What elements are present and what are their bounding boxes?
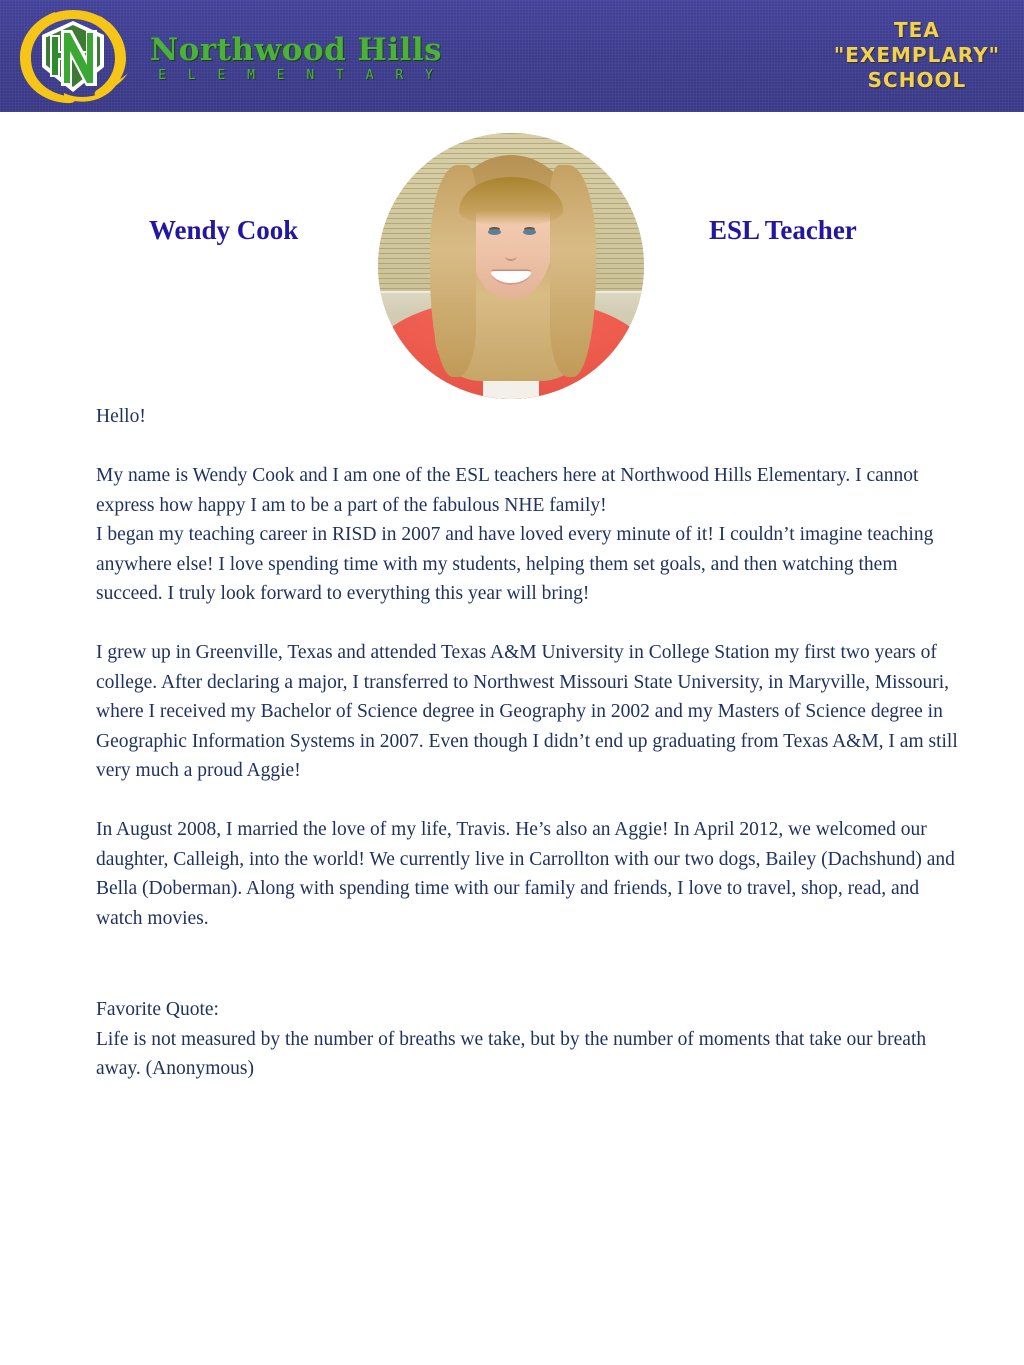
teacher-name: Wendy Cook bbox=[149, 215, 299, 245]
tea-award-line-1: TEA bbox=[894, 18, 940, 42]
nh-monogram-crest-icon bbox=[12, 4, 134, 108]
tea-award-line-2: "EXEMPLARY" bbox=[833, 43, 1000, 67]
tea-award-line-3: SCHOOL bbox=[867, 68, 967, 92]
bio-paragraph-1b: I began my teaching career in RISD in 2007 and have loved every minute of it! I couldn’t imagine teaching anywhere else! I love spending time with my students, helping them set goals, and then watching them succeed. I truly look forward to everything this year will bring! bbox=[96, 524, 934, 604]
teacher-portrait-photo bbox=[378, 133, 644, 399]
bio-paragraph-1a: My name is Wendy Cook and I am one of the ESL teachers here at Northwood Hills Elementary. I cannot express how happy I am to be a part of the fabulous NHE family! bbox=[96, 465, 919, 516]
tea-exemplary-award bbox=[834, 18, 1000, 93]
teacher-bio-body bbox=[96, 402, 966, 1084]
teacher-role: ESL Teacher bbox=[709, 215, 857, 245]
school-name: Northwood Hills bbox=[149, 32, 443, 68]
favorite-quote-label: Favorite Quote: bbox=[96, 999, 219, 1020]
school-name-subtitle: E L E M E N T A R Y bbox=[158, 68, 440, 83]
school-crest-logo bbox=[12, 4, 134, 108]
school-name-lockup bbox=[146, 34, 446, 85]
greeting-paragraph: Hello! bbox=[96, 406, 146, 427]
bio-paragraph-2: I grew up in Greenville, Texas and attended Texas A&M University in College Station my first two years of college. After declaring a major, I transferred to Northwest Missouri State University, in Maryville, Missouri, where I received my Bachelor of Science degree in Geography in 2002 and my Masters of Science degree in Geographic Information Systems in 2007. Even though I didn’t end up graduating from Texas A&M, I am still very much a proud Aggie! bbox=[96, 642, 958, 781]
bio-paragraph-3: In August 2008, I married the love of my life, Travis. He’s also an Aggie! In April 2012, we welcomed our daughter, Calleigh, into the world! We currently live in Carrollton with our two dogs, Bailey (Dachshund) and Bella (Doberman). Along with spending time with our family and friends, I love to travel, shop, read, and watch movies. bbox=[96, 819, 955, 929]
site-header-banner bbox=[0, 0, 1024, 112]
portrait-image bbox=[378, 133, 644, 399]
teacher-heading-row bbox=[0, 213, 1024, 253]
favorite-quote-text: Life is not measured by the number of breaths we take, but by the number of moments that take our breath away. (Anonymous) bbox=[96, 1028, 927, 1079]
